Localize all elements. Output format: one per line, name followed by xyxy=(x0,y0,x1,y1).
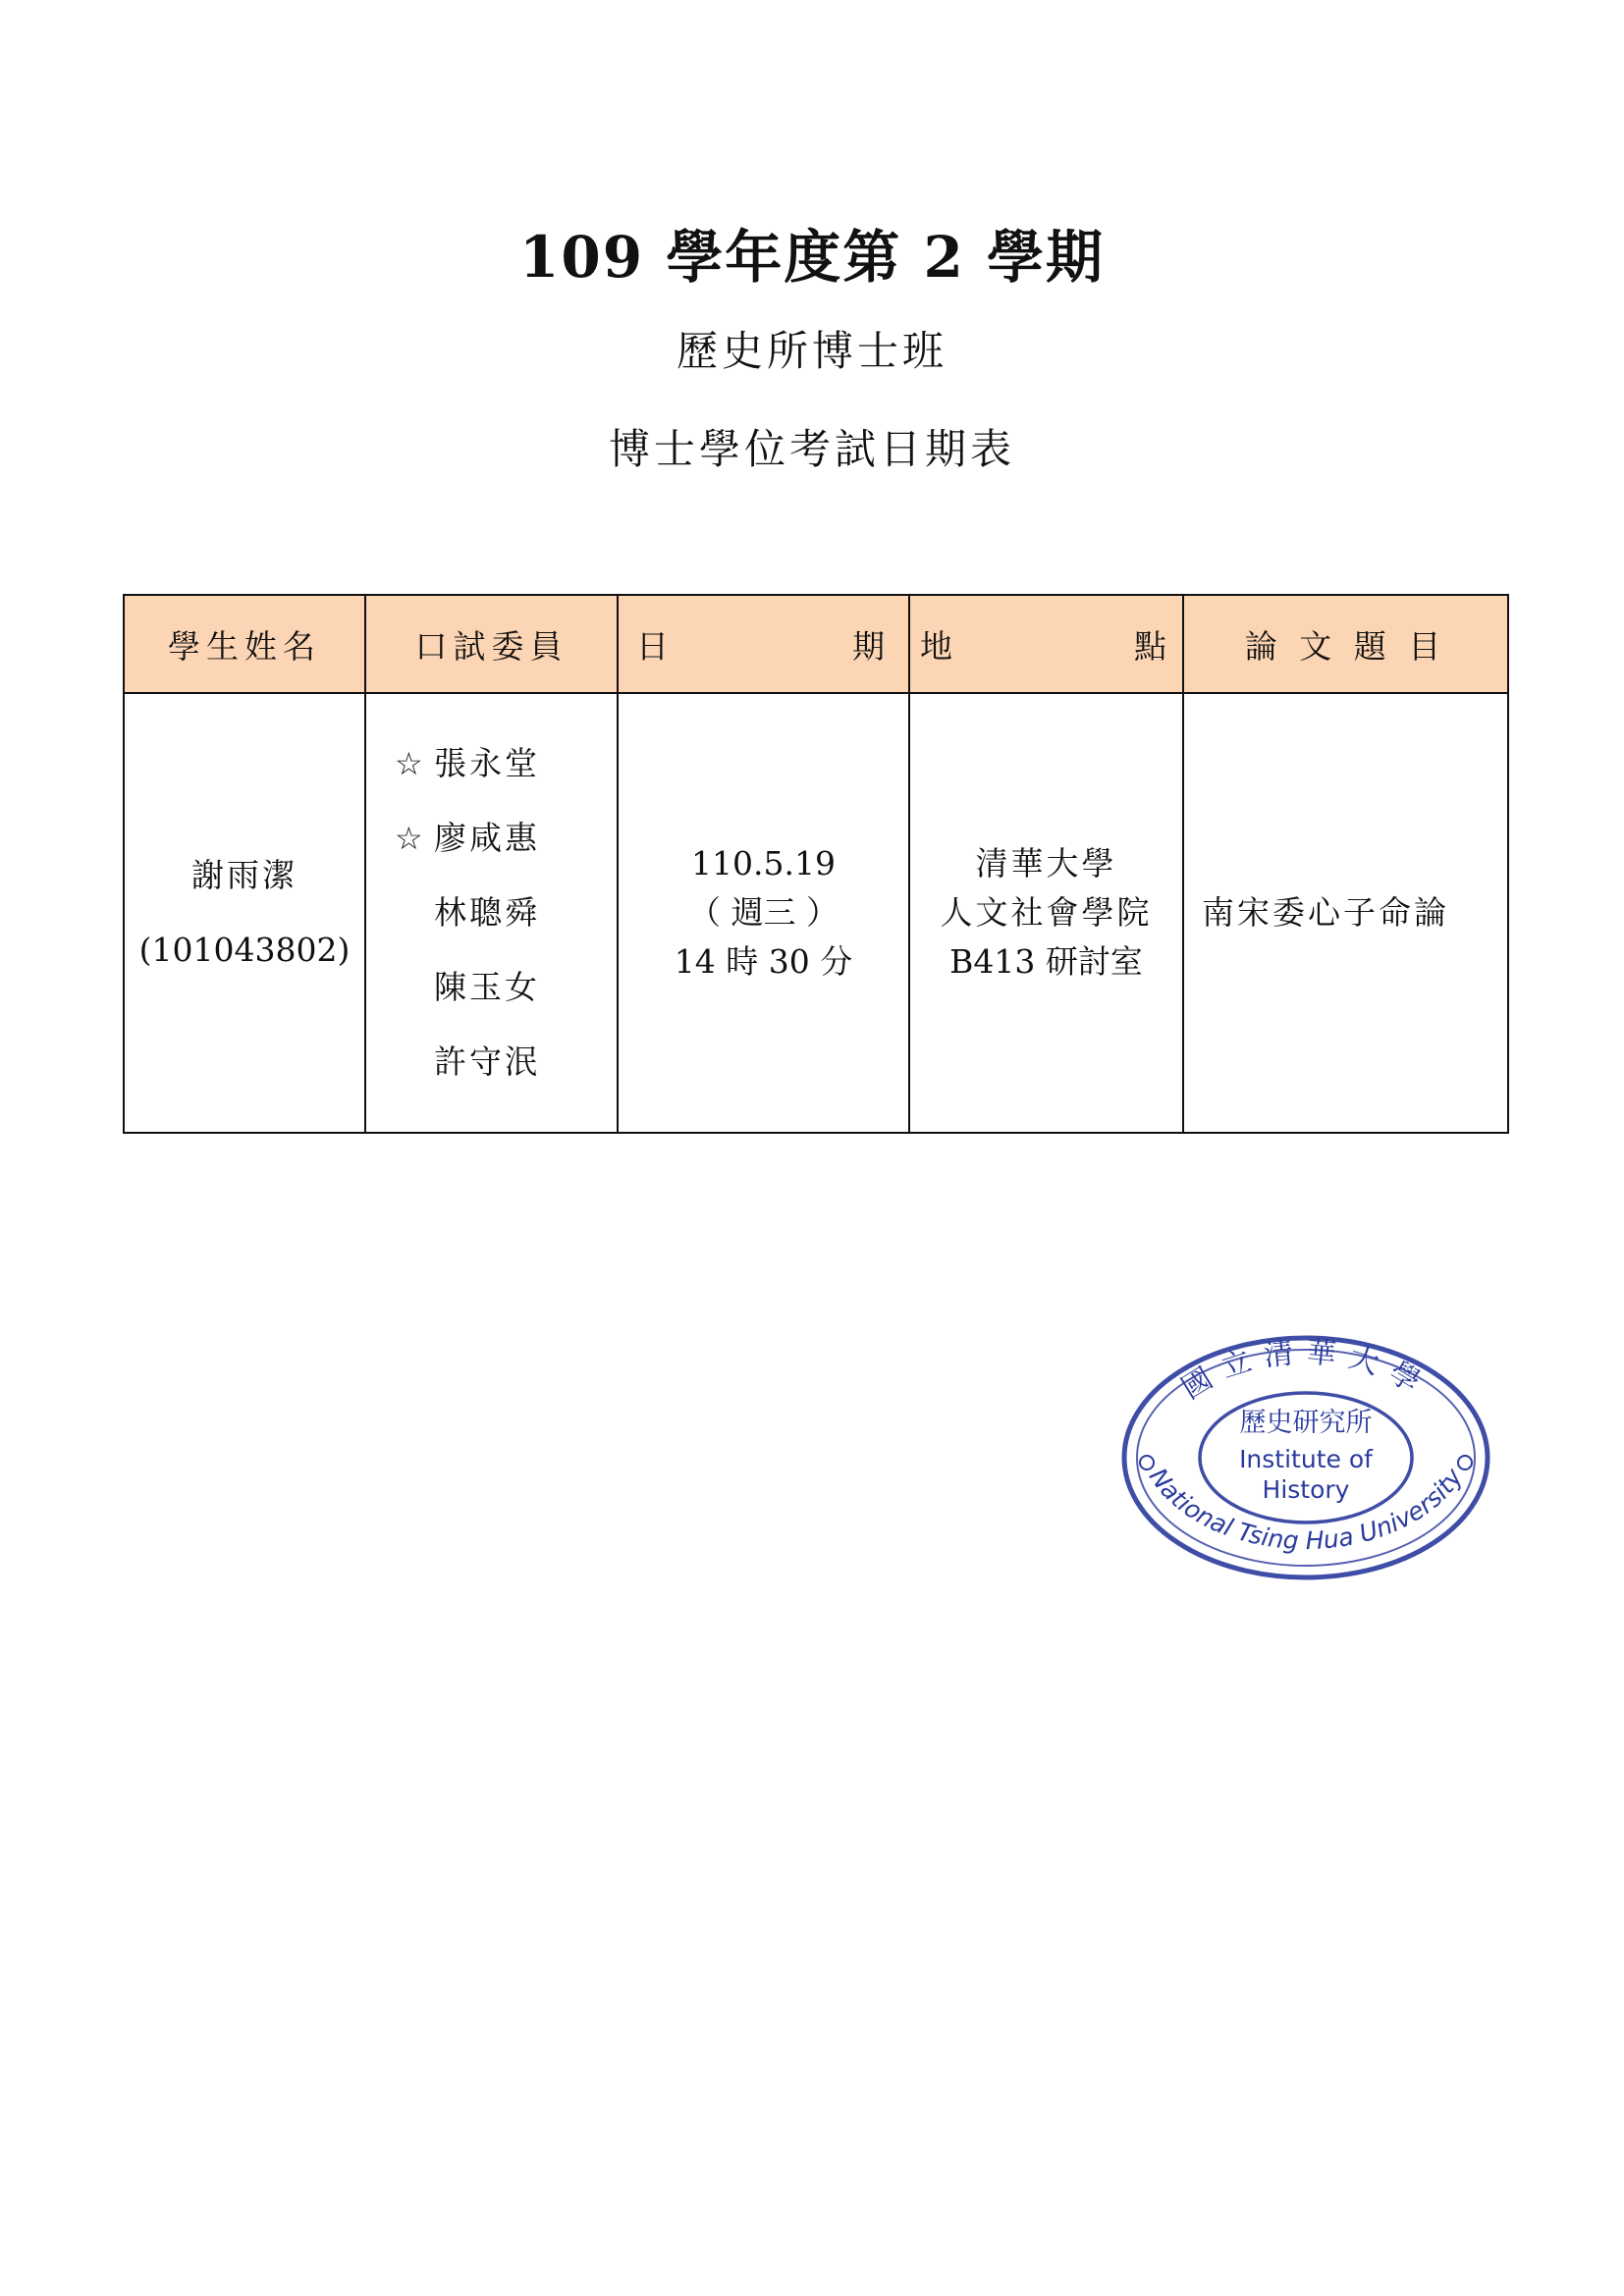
committee-member: 陳玉女 xyxy=(434,968,540,1006)
place-line: B413 研討室 xyxy=(949,942,1143,981)
place-cell xyxy=(909,693,1183,1133)
schedule-subtitle: 博士學位考試日期表 xyxy=(608,425,1015,473)
svg-text:國立清華大學: 國立清華大學 xyxy=(1175,1335,1436,1407)
svg-text:Institute of: Institute of xyxy=(1239,1445,1373,1473)
committee-member: ☆ 廖咸惠 xyxy=(395,801,616,876)
header-committee: 口試委員 xyxy=(365,595,618,693)
department-subtitle: 歷史所博士班 xyxy=(676,327,947,375)
header-student: 學生姓名 xyxy=(124,595,365,693)
institute-seal-stamp xyxy=(1110,1325,1502,1590)
header-place xyxy=(909,595,1183,693)
exam-date: 110.5.19 xyxy=(691,844,836,882)
student-name: 謝雨潔 xyxy=(191,856,298,894)
thesis-cell: 南宋委心子命論 xyxy=(1183,693,1508,1133)
committee-member: 林聰舜 xyxy=(434,893,540,932)
header-thesis: 論 文 題 目 xyxy=(1183,595,1508,693)
committee-member: 許守泯 xyxy=(434,1042,540,1081)
header-place-char-1: 地 xyxy=(920,626,958,666)
date-cell xyxy=(618,693,909,1133)
svg-text:National Tsing Hua University: National Tsing Hua University xyxy=(1143,1463,1469,1556)
place-line: 人文社會學院 xyxy=(940,893,1153,932)
chair-star-icon: ☆ xyxy=(395,820,426,857)
exam-time: 14 時 30 分 xyxy=(674,942,853,981)
student-id: (101043802) xyxy=(138,931,351,969)
header-date-char-2: 期 xyxy=(852,626,891,666)
svg-text:歷史研究所: 歷史研究所 xyxy=(1239,1408,1373,1438)
committee-cell xyxy=(365,693,618,1133)
committee-list xyxy=(367,726,616,1099)
exam-weekday: （ 週三 ） xyxy=(688,893,839,932)
exam-schedule-table xyxy=(123,594,1509,1134)
student-cell xyxy=(124,693,365,1133)
table-row xyxy=(124,693,1508,1133)
header-place-char-2: 點 xyxy=(1134,626,1172,666)
place-line: 清華大學 xyxy=(975,844,1117,882)
chair-star-icon: ☆ xyxy=(395,745,426,782)
document-title: 109 學年度第 2 學期 xyxy=(518,224,1105,291)
header-date-char-1: 日 xyxy=(636,626,675,666)
header-date xyxy=(618,595,909,693)
table-header-row xyxy=(124,595,1508,693)
svg-text:History: History xyxy=(1262,1475,1350,1504)
committee-member: ☆ 張永堂 xyxy=(395,726,616,801)
